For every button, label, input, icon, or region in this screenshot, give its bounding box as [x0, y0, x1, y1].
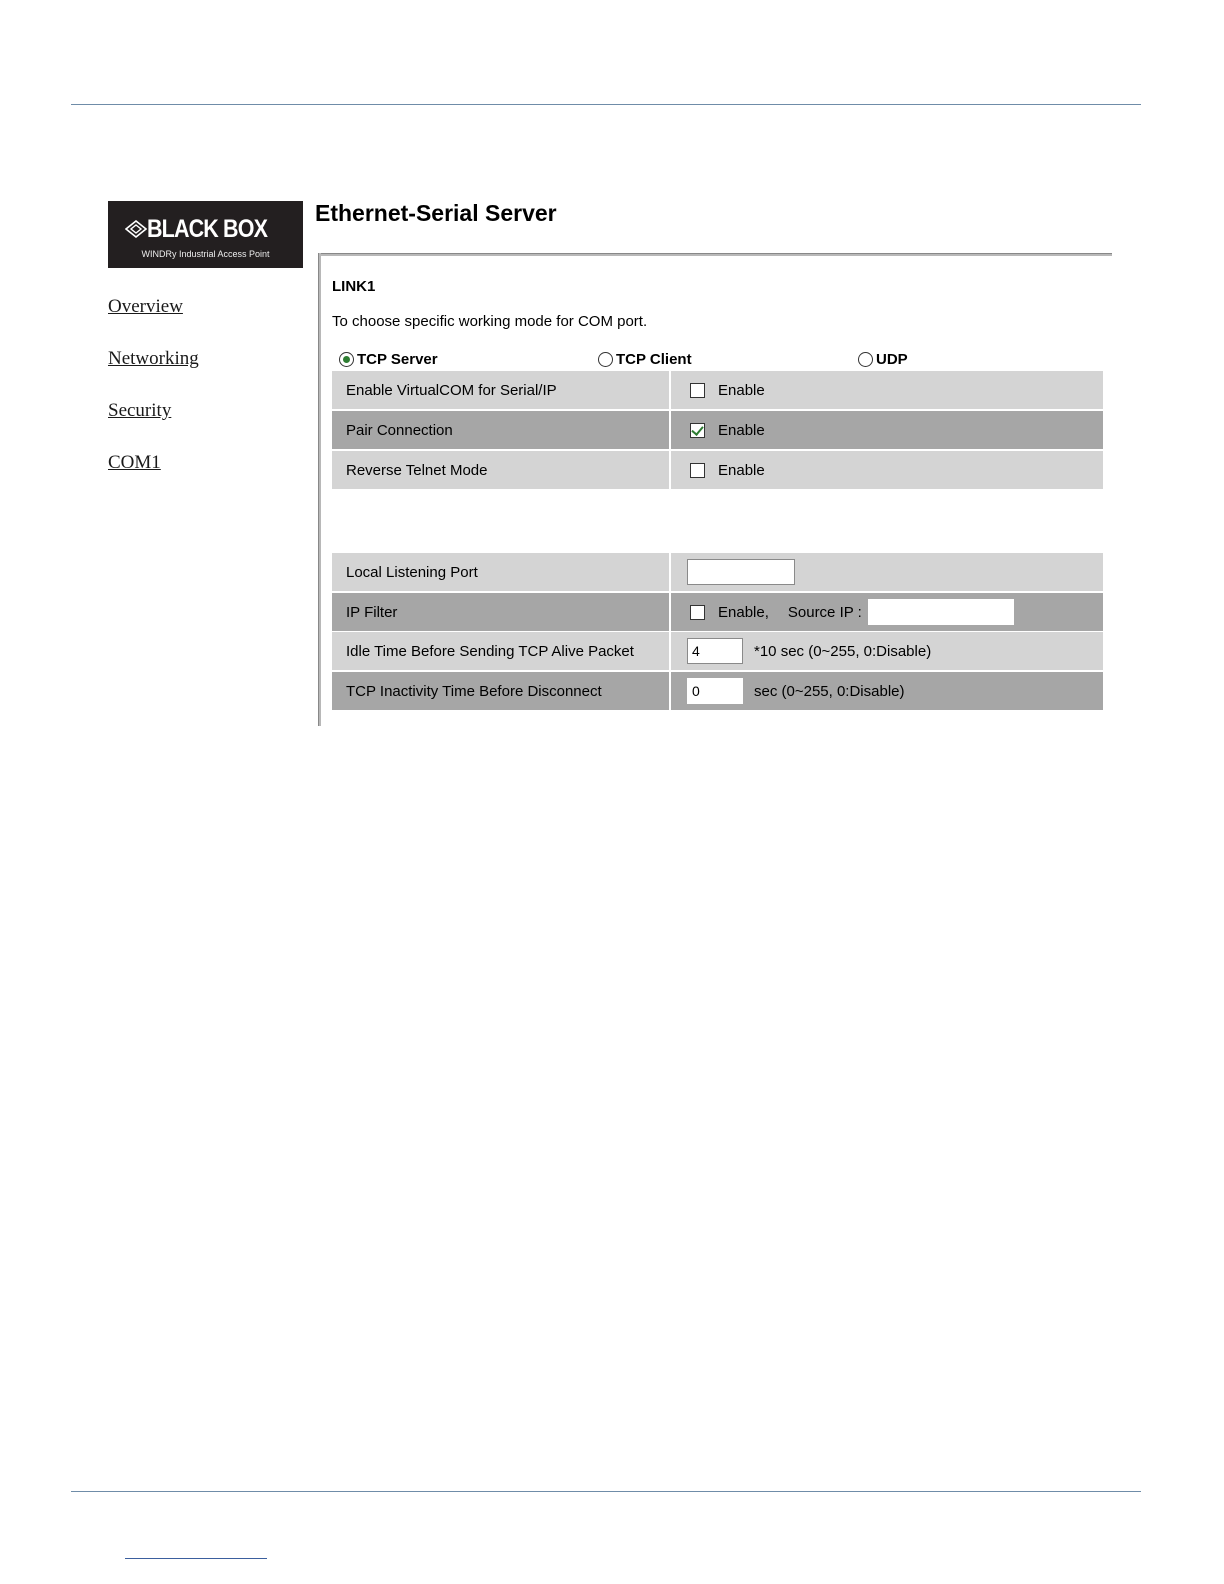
- nav-link-com1[interactable]: COM1: [108, 452, 161, 473]
- setting-label: Idle Time Before Sending TCP Alive Packet: [332, 632, 671, 670]
- content-frame-left: [318, 253, 321, 726]
- option-row-virtualcom: [332, 371, 1103, 409]
- mode-tcp-server-label: TCP Server: [357, 351, 438, 368]
- setting-row-idle-time: [332, 632, 1103, 670]
- idle-time-input[interactable]: [687, 638, 743, 664]
- section-description: To choose specific working mode for COM port.: [332, 313, 648, 330]
- checkbox-label: Enable: [718, 381, 765, 399]
- footer-underline: [125, 1558, 267, 1559]
- ip-filter-enable-checkbox[interactable]: [690, 605, 705, 620]
- checkbox-label: Enable: [718, 421, 765, 439]
- content-frame-top: [318, 253, 1112, 256]
- setting-label: IP Filter: [332, 593, 671, 631]
- inactivity-time-input[interactable]: [687, 678, 743, 704]
- section-title: LINK1: [332, 278, 376, 295]
- nav-link-security[interactable]: Security: [108, 400, 172, 421]
- inactivity-unit: sec (0~255, 0:Disable): [754, 682, 905, 700]
- nav-link-networking[interactable]: Networking: [108, 348, 199, 369]
- black-box-logo: [108, 201, 303, 268]
- radio-tcp-server[interactable]: [339, 352, 354, 367]
- option-row-reverse-telnet: [332, 451, 1103, 489]
- mode-tcp-client[interactable]: [598, 351, 692, 368]
- source-ip-input[interactable]: [868, 599, 1014, 625]
- mode-udp[interactable]: [858, 351, 908, 368]
- logo-tagline: WINDRy Industrial Access Point: [141, 249, 270, 259]
- mode-tcp-server[interactable]: [339, 351, 438, 368]
- logo-brand: [108, 213, 303, 245]
- radio-tcp-client[interactable]: [598, 352, 613, 367]
- local-port-input[interactable]: [687, 559, 795, 585]
- diamond-icon: [125, 220, 143, 238]
- option-row-pair-connection: [332, 411, 1103, 449]
- page-title: Ethernet-Serial Server: [315, 200, 557, 226]
- reverse-telnet-enable-checkbox[interactable]: [690, 463, 705, 478]
- setting-row-local-port: [332, 553, 1103, 591]
- header-rule: [71, 104, 1141, 105]
- source-ip-label: Source IP :: [787, 603, 862, 621]
- nav-link-overview[interactable]: Overview: [108, 296, 183, 317]
- option-label: Reverse Telnet Mode: [332, 451, 671, 489]
- radio-udp[interactable]: [858, 352, 873, 367]
- pair-connection-enable-checkbox[interactable]: [690, 423, 705, 438]
- setting-row-ip-filter: [332, 593, 1103, 631]
- option-label: Enable VirtualCOM for Serial/IP: [332, 371, 671, 409]
- virtualcom-enable-checkbox[interactable]: [690, 383, 705, 398]
- setting-label: TCP Inactivity Time Before Disconnect: [332, 672, 671, 710]
- idle-time-unit: *10 sec (0~255, 0:Disable): [754, 642, 932, 660]
- checkbox-label: Enable: [718, 461, 765, 479]
- footer-rule: [71, 1491, 1141, 1492]
- option-label: Pair Connection: [332, 411, 671, 449]
- logo-brand-text: BLACK BOX: [146, 214, 267, 243]
- checkbox-label: Enable,: [718, 603, 769, 621]
- mode-tcp-client-label: TCP Client: [616, 351, 692, 368]
- mode-udp-label: UDP: [876, 351, 908, 368]
- setting-label: Local Listening Port: [332, 553, 671, 591]
- setting-row-inactivity: [332, 672, 1103, 710]
